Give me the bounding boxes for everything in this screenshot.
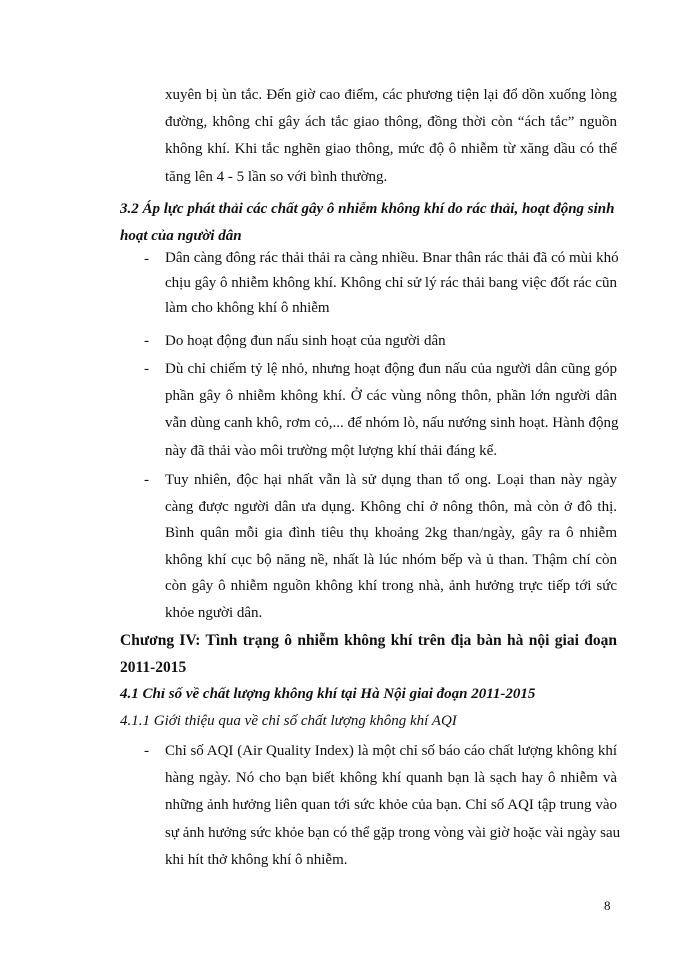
text-line: Chỉ số AQI (Air Quality Index) là một chỉ số báo cáo chất lượng không khí (165, 743, 617, 759)
text-line: chịu gây ô nhiễm không khí. Không chỉ sử lý rác thải bang việc đốt rác cũn (165, 275, 617, 291)
text-line: những ảnh hưởng liên quan tới sức khỏe của bạn. Chỉ số AQI tập trung vào (165, 797, 617, 814)
text-line: tăng lên 4 - 5 lần so với bình thường. (165, 168, 388, 185)
heading-line: Chương IV: Tình trạng ô nhiễm không khí trên địa bàn hà nội giai đoạn (120, 632, 617, 649)
chapter-heading (120, 627, 617, 681)
text-line: này đã thải vào môi trường một lượng khí thải đáng kể. (165, 442, 498, 459)
bullet-dash: - (144, 333, 149, 349)
section-heading-3-2 (120, 196, 617, 250)
list-item-text (165, 328, 617, 355)
text-line: Dù chỉ chiếm tỷ lệ nhỏ, nhưng hoạt động đun nấu của người dân cũng góp (165, 361, 617, 377)
bullet-dash: - (144, 743, 149, 759)
text-line: khi hít thở không khí ô nhiễm. (165, 851, 348, 868)
bullet-dash: - (144, 251, 149, 267)
subsection-heading-4-1-1: 4.1.1 Giới thiệu qua về chỉ số chất lượng không khí AQI (120, 713, 457, 729)
text-line: phần gây ô nhiễm không khí. Ở các vùng nông thôn, phần lớn người dân (165, 388, 617, 405)
text-line: sự ảnh hưởng sức khỏe bạn có thể gặp trong vòng vài giờ hoặc vài ngày sau (165, 824, 621, 841)
list-item-text (165, 467, 617, 627)
text-line: không khí cục bộ năng nề, nhất là lúc nhóm bếp và ủ than. Thậm chí còn (165, 551, 617, 568)
heading-line: 3.2 Áp lực phát thải các chất gây ô nhiễm không khí do rác thải, hoạt động sinh (120, 201, 615, 217)
bullet-dash: - (144, 472, 149, 488)
intro-paragraph (165, 82, 617, 191)
list-item-text (165, 738, 621, 874)
text-line: hàng ngày. Nó cho bạn biết không khí quanh bạn là sạch hay ô nhiễm và (165, 770, 617, 787)
heading-line: 2011-2015 (120, 659, 187, 676)
text-line: khỏe người dân. (165, 604, 263, 621)
text-line: Bình quân mỗi gia đình tiêu thụ khoảng 2kg than/ngày, gây ra ô nhiễm (165, 525, 617, 542)
text-line: làm cho không khí ô nhiễm (165, 300, 330, 316)
page-number: 8 (604, 898, 611, 913)
text-line: còn gây ô nhiễm nguồn không khí trong nhà, ảnh hưởng trực tiếp tới sức (165, 578, 617, 595)
heading-line: hoạt của người dân (120, 228, 242, 244)
bullet-dash: - (144, 361, 149, 377)
text-line: càng được người dân ưa dụng. Không chỉ ở nông thôn, mà còn ở đô thị. (165, 498, 617, 515)
list-item-text (165, 246, 617, 321)
text-line: Tuy nhiên, độc hại nhất vẫn là sử dụng than tổ ong. Loại than này ngày (165, 472, 617, 488)
text-line: đường, không chỉ gây ách tắc giao thông, đồng thời còn “ách tắc” nguồn (165, 114, 617, 131)
heading-line: 4.1 Chỉ số về chất lượng không khí tại Hà Nội giai đoạn 2011-2015 (120, 686, 536, 702)
text-line: vẫn dùng canh khô, rơm cỏ,... để nhóm lò, nấu nướng sinh hoạt. Hành động (165, 415, 619, 432)
section-heading-4-1 (120, 681, 617, 708)
text-line: Dân càng đông rác thải thải ra càng nhiều. Bnar thân rác thải đã có mùi khó (165, 250, 619, 266)
text-line: không khí. Khi tắc nghẽn giao thông, mức độ ô nhiễm từ xăng dầu có thể (165, 141, 617, 158)
text-line: Do hoạt động đun nấu sinh hoạt của người dân (165, 333, 446, 349)
text-line: xuyên bị ùn tắc. Đến giờ cao điểm, các phương tiện lại đổ dồn xuống lòng (165, 87, 617, 103)
list-item-text (165, 356, 617, 465)
